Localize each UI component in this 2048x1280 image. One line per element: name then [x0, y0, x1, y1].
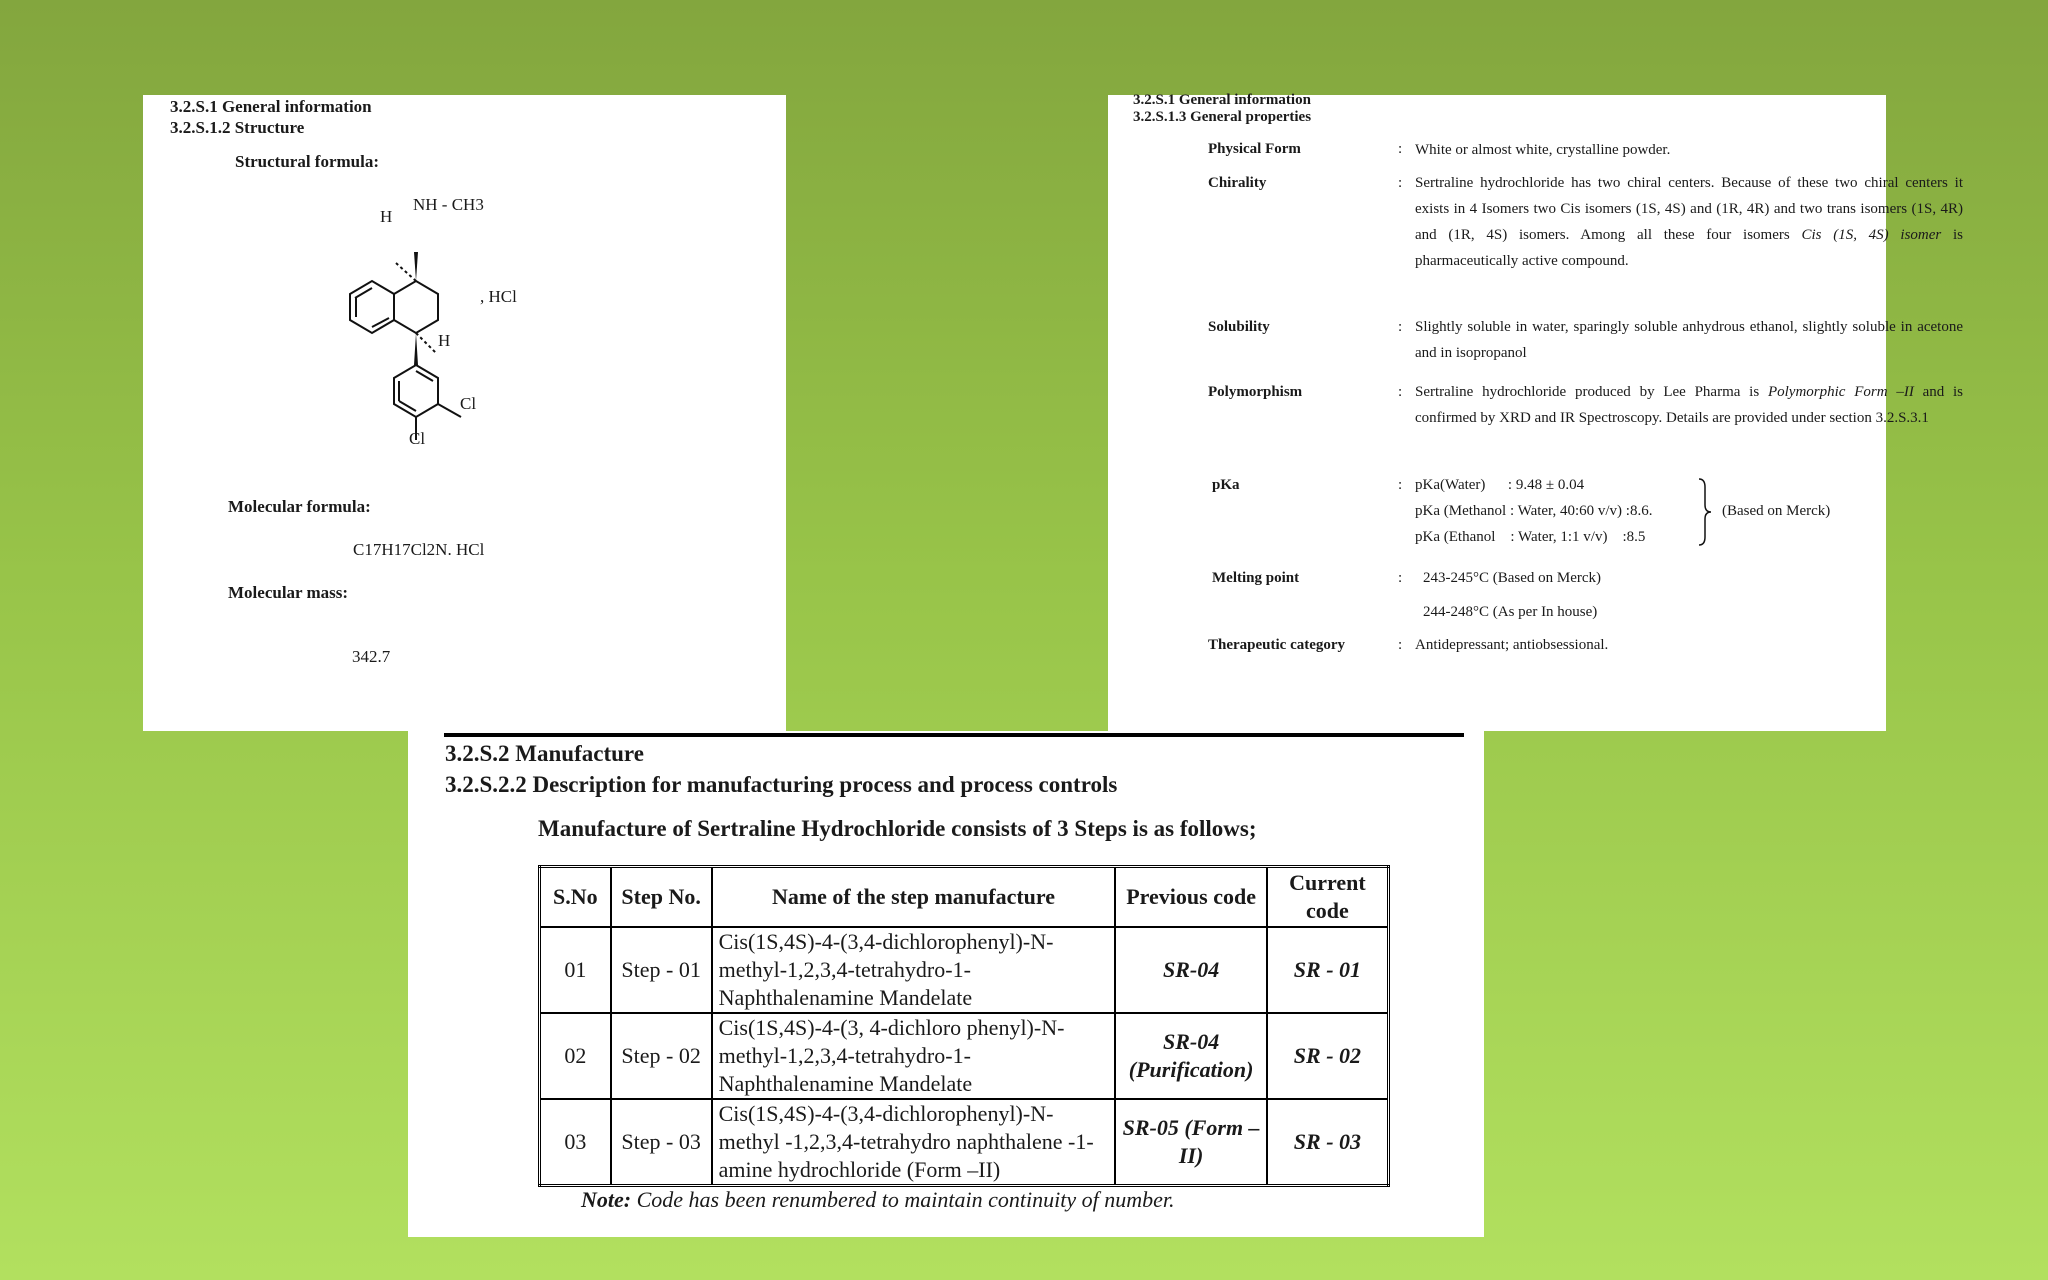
section-heading: 3.2.S.1 General information: [170, 97, 372, 116]
cell-step: Step - 02: [611, 1013, 712, 1099]
cell-step-name: Cis(1S,4S)-4-(3,4-dichlorophenyl)-N-methyl-1,2,3,4-tetrahydro-1-Naphthalenamine Mandelate: [712, 927, 1116, 1013]
nh-ch3-label: [413, 195, 484, 215]
molecular-formula: C17H17Cl2N. HCl: [353, 540, 485, 559]
melting-point-2: 244-248°C (As per In house): [1423, 604, 1598, 620]
table-row: [540, 927, 1389, 1013]
colon: :: [1398, 384, 1403, 400]
hcl-label: , HCl: [480, 287, 517, 306]
polymorphism-label: Polymorphism: [1208, 384, 1303, 400]
table-row: [540, 1013, 1389, 1099]
therapeutic-value: Antidepressant; antiobsessional.: [1415, 637, 1609, 653]
solubility-label: Solubility: [1208, 319, 1270, 335]
top-rule: [444, 733, 1464, 737]
solubility-value: Slightly soluble in water, sparingly soluble anhydrous ethanol, slightly soluble in acetone and in isopropanol: [1415, 319, 1963, 361]
col-header-step: Step No.: [611, 867, 712, 928]
table-row: [540, 1099, 1389, 1186]
colon: :: [1398, 637, 1403, 653]
melting-point-1: 243-245°C (Based on Merck): [1423, 570, 1602, 586]
h-bottom-label: H: [438, 331, 451, 350]
cell-sno: 02: [540, 1013, 611, 1099]
col-header-name: Name of the step manufacture: [712, 867, 1116, 928]
nh-ch3-text: NH - CH3: [413, 195, 484, 214]
molecular-mass-label: Molecular mass:: [228, 583, 349, 602]
col-header-current-code: Current code: [1267, 867, 1389, 928]
cell-sno: 01: [540, 927, 611, 1013]
chirality-tail: is pharmaceutically active compound.: [1415, 227, 1964, 269]
physical-form-value: White or almost white, crystalline powder.: [1415, 142, 1671, 158]
manufacture-steps-table: [538, 865, 1390, 1187]
h-top-label: H: [380, 207, 393, 226]
molecular-mass: 342.7: [352, 647, 391, 666]
cell-previous-code: SR-04: [1115, 927, 1266, 1013]
pka-brace: [1697, 477, 1713, 547]
pka-water: pKa(Water) : 9.48 ± 0.04: [1415, 477, 1585, 493]
pka-note: (Based on Merck): [1722, 503, 1831, 519]
section-heading: 3.2.S.1 General information: [1133, 92, 1311, 108]
colon: :: [1398, 477, 1403, 493]
therapeutic-label: Therapeutic category: [1208, 637, 1346, 653]
cell-previous-code: SR-04 (Purification): [1115, 1013, 1266, 1099]
pka-ethanol: pKa (Ethanol : Water, 1:1 v/v) :8.5: [1415, 529, 1646, 545]
cell-current-code: SR - 01: [1267, 927, 1389, 1013]
pka-label: pKa: [1212, 477, 1240, 493]
chirality-emphasis: Cis (1S, 4S) isomer: [1801, 227, 1942, 243]
cl-bottom-label: Cl: [409, 429, 426, 448]
col-header-previous-code: Previous code: [1115, 867, 1266, 928]
intro-text: Manufacture of Sertraline Hydrochloride consists of 3 Steps is as follows;: [538, 816, 1257, 841]
melting-point-label: Melting point: [1212, 570, 1300, 586]
table-header-row: [540, 867, 1389, 928]
section-heading: 3.2.S.2 Manufacture: [445, 741, 644, 766]
cell-step: Step - 03: [611, 1099, 712, 1186]
physical-form-label: Physical Form: [1208, 141, 1301, 157]
polymorphism-tail: and is confirmed by XRD and IR Spectroscopy. Details are provided under section 3.2.S.3.1: [1415, 384, 1964, 426]
subsection-heading: 3.2.S.1.2 Structure: [170, 118, 305, 137]
cell-step-name: Cis(1S,4S)-4-(3,4-dichlorophenyl)-N-methyl -1,2,3,4-tetrahydro naphthalene -1-amine hydrochloride (Form –II): [712, 1099, 1116, 1186]
properties-panel: [1108, 92, 1964, 731]
subsection-heading: 3.2.S.2.2 Description for manufacturing process and process controls: [445, 772, 1118, 797]
cell-current-code: SR - 03: [1267, 1099, 1389, 1186]
structure-panel: [143, 95, 786, 731]
subsection-heading: 3.2.S.1.3 General properties: [1133, 109, 1312, 125]
colon: :: [1398, 175, 1403, 191]
polymorphism-head: Sertraline hydrochloride produced by Lee Pharma is: [1415, 384, 1760, 400]
cell-step: Step - 01: [611, 927, 712, 1013]
cell-step-name: Cis(1S,4S)-4-(3, 4-dichloro phenyl)-N-methyl-1,2,3,4-tetrahydro-1-Naphthalenamine Mandelate: [712, 1013, 1116, 1099]
chirality-value: [1415, 170, 1963, 274]
molecular-formula-label: Molecular formula:: [228, 497, 371, 516]
pka-methanol: pKa (Methanol : Water, 40:60 v/v) :8.6.: [1415, 503, 1653, 519]
col-header-sno: S.No: [540, 867, 611, 928]
cl-right-label: Cl: [460, 394, 477, 413]
table-note: [581, 1187, 1175, 1213]
colon: :: [1398, 570, 1403, 586]
polymorphism-value: [1415, 379, 1963, 431]
chirality-label: Chirality: [1208, 175, 1267, 191]
cell-previous-code: SR-05 (Form –II): [1115, 1099, 1266, 1186]
chirality-text: Sertraline hydrochloride has two chiral centers. Because of these two chiral centers it exists in 4 Isomers two Cis isomers (1S, 4S) and (1R, 4R) and two trans isomers (1S, 4R) and (1R, 4S) isomers. Among all these four isomers: [1415, 175, 1963, 243]
cell-sno: 03: [540, 1099, 611, 1186]
manufacture-panel: [408, 731, 1484, 1237]
sertraline-structure-diagram: [323, 190, 583, 550]
polymorphism-emphasis: Polymorphic Form –II: [1767, 384, 1914, 400]
cell-current-code: SR - 02: [1267, 1013, 1389, 1099]
colon: :: [1398, 141, 1403, 157]
note-text: Code has been renumbered to maintain continuity of number.: [636, 1187, 1175, 1212]
colon: :: [1398, 319, 1403, 335]
note-label: Note:: [581, 1187, 632, 1212]
structural-formula-label: Structural formula:: [235, 152, 380, 171]
